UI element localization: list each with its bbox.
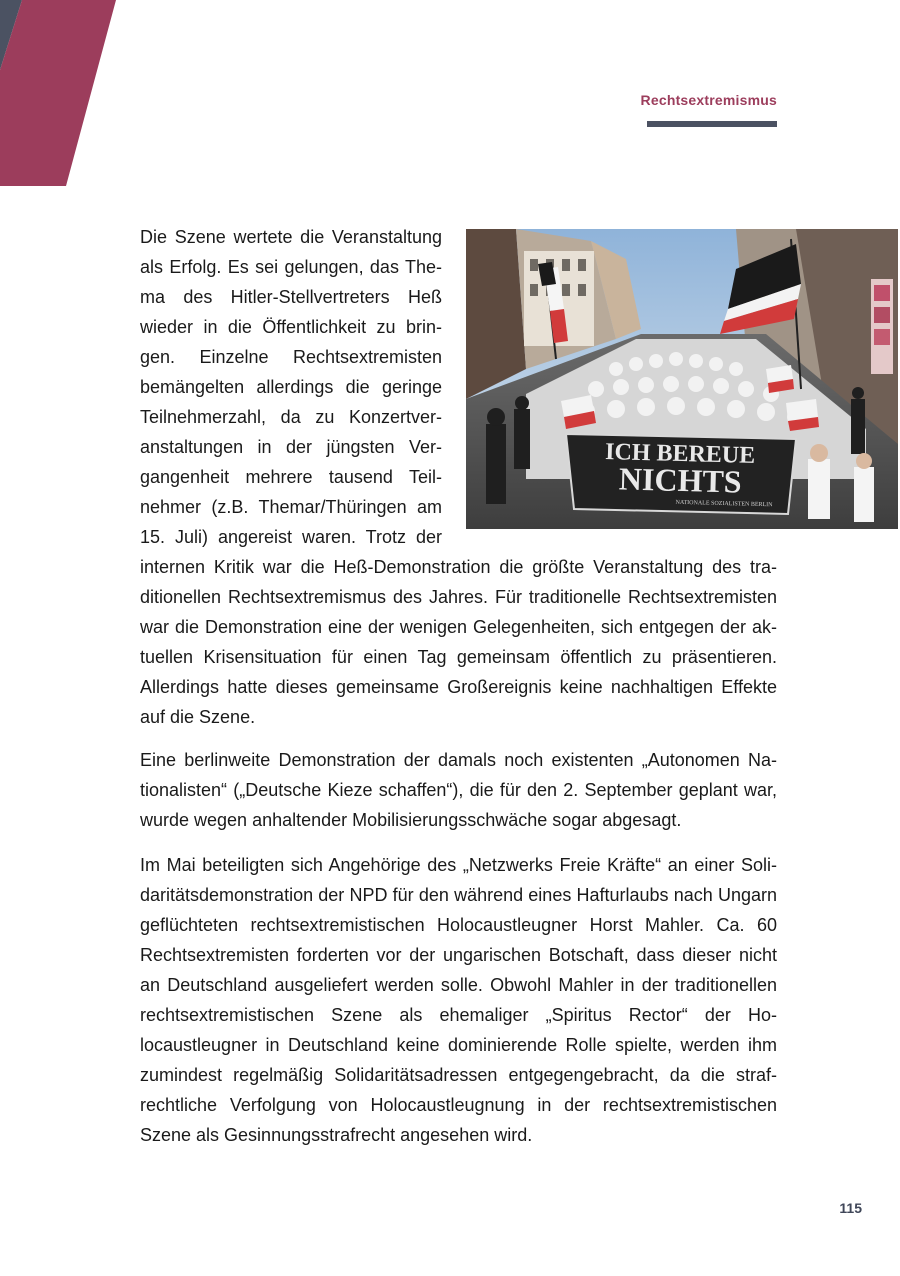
banner-small-text: NATIONALE SOZIALISTEN BERLIN [675,499,773,509]
banner-line-1: ICH BEREUE [604,439,756,469]
section-title: Rechtsextremismus [640,92,777,108]
paragraph-3: Im Mai beteiligten sich Angehörige des „Netzwerks Freie Kräfte“ an einer Solidaritätsdemonstration der NPD für den während eines Hafturlaubs nach Ungarn geflüchteten rechtsextremistischen Holocaustleugner Horst Mahler. Ca. 60 Rechtsextremisten forderten vor der ungarischen Botschaft, dass dieser nicht an Deutschland ausgeliefert werden solle. Obwohl Mahler in der traditionellen rechtsextremistischen Szene als ehemaliger „Spiritus Rector“ der Holocaustleugner in Deutschland keine dominierende Rolle spielte, werden ihm zumindest regelmäßig Solidaritätsadressen entgegengebracht, da die strafrechtliche Verfolgung von Holocaustleugnung in der rechtsextremistischen Szene als Gesinnungsstrafrecht angesehen wird. [140,855,777,1145]
demonstration-photo [466,229,898,529]
paragraph-2: Eine berlinweite Demonstration der damals noch existenten „Autonomen Nationalisten“ („Deutsche Kieze schaffen“), die für den 2. September geplant war, wurde wegen anhaltender Mobilisierungsschwäche sogar abgesagt. [140,750,777,830]
page-number: 115 [839,1200,862,1216]
header-rule [647,121,777,127]
banner-line-2: NICHTS [618,460,743,500]
paragraph-1-block [140,222,777,732]
paragraph-1: Die Szene wertete die Veranstaltung als Erfolg. Es sei gelungen, das Thema des Hitler-Stellvertreters Heß wieder in die Öffentlichkeit zu bringen. Einzelne Rechtsextremisten bemängelten allerdings die geringe Teilnehmerzahl, da zu Konzertveranstaltungen in der jüngsten Vergangenheit mehrere tausend Teilnehmer (z.B. Themar/Thüringen am 15. Juli) angereist waren. Trotz der internen Kritik war die Heß-Demonstration die größte Veranstaltung des traditionellen Rechtsextremismus des Jahres. Für traditionelle Rechtsextremisten war die Demonstration eine der wenigen Gelegenheiten, sich entgegen der aktuellen Krisensituation für einen Tag gemeinsam öffentlich zu präsentieren. Allerdings hatte dieses gemeinsame Großereignis keine nachhaltigen Effekte auf die Szene. [140,227,777,727]
corner-decoration [0,0,120,186]
